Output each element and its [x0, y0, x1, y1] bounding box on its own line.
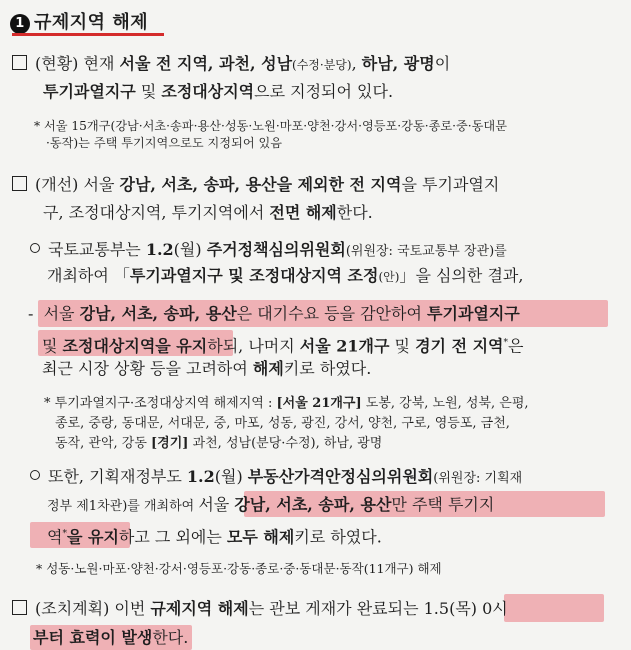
checkbox-square-icon — [12, 600, 27, 615]
improve-line-2: 구, 조정대상지역, 투기지역에서 전면 해제한다. — [43, 203, 373, 222]
note-3: * 성동·노원·마포·양천·강서·영등포·강동·종로·중·동대문·동작(11개구) 해제 — [36, 561, 442, 576]
note-1-line-2: ·동작)는 주택 투기지역으로도 지정되어 있음 — [46, 136, 283, 150]
plan-line-1: (조치계획) 이번 규제지역 해제는 관보 게재가 완료되는 1.5(목) 0시 — [12, 599, 508, 619]
improve-line-1: (개선) 서울 강남, 서초, 송파, 용산을 제외한 전 지역을 투기과열지 — [12, 175, 499, 195]
moef-line-1: 또한, 기획재정부도 1.2(월) 부동산가격안정심의위원회(위원장: 기획재 — [30, 467, 522, 489]
moef-line-2: 정부 제1차관)를 개최하여 서울 강남, 서초, 송파, 용산만 주택 투기지 — [47, 495, 495, 514]
note-2-line-3: 동작, 관악, 강동 [경기] 과천, 성남(분당·수정), 하남, 광명 — [55, 436, 383, 451]
plan-line-2: 부터 효력이 발생한다. — [33, 628, 189, 647]
status-line-1: (현황) 현재 서울 전 지역, 과천, 성남(수정·분당), 하남, 광명이 — [12, 54, 450, 75]
section-heading — [10, 8, 148, 34]
molit-line-1: 국토교통부는 1.2(월) 주거정책심의위원회(위원장: 국토교통부 장관)를 — [30, 240, 507, 262]
note-2-line-1: * 투기과열지구·조정대상지역 해제지역 : [서울 21개구] 도봉, 강북, 노원, 성북, 은평, — [44, 396, 529, 411]
result-line-2: 및 조정대상지역을 유지하되, 나머지 서울 21개구 및 경기 전 지역*은 — [42, 336, 524, 356]
highlight-5 — [504, 594, 604, 622]
circle-bullet-icon — [30, 243, 40, 253]
molit-line-2: 개최하여 「투기과열지구 및 조정대상지역 조정(안)」을 심의한 결과, — [47, 266, 524, 285]
checkbox-square-icon — [12, 55, 27, 70]
circled-number-icon: 1 — [10, 14, 30, 34]
note-1-line-1: * 서울 15개구(강남·서초·송파·용산·성동·노원·마포·양천·강서·영등포·강동·종로·중·동대문 — [34, 119, 507, 133]
section-title: 규제지역 해제 — [34, 12, 149, 33]
moef-line-3: 역*을 유지하고 그 외에는 모두 해제키로 하였다. — [47, 527, 382, 547]
circle-bullet-icon — [30, 470, 40, 480]
note-2-line-2: 종로, 중랑, 동대문, 서대문, 중, 마포, 성동, 광진, 강서, 양천, 구로, 영등포, 금천, — [55, 416, 510, 431]
checkbox-square-icon — [12, 176, 27, 191]
result-line-3: 최근 시장 상황 등을 고려하여 해제키로 하였다. — [42, 359, 372, 378]
result-line-1: - 서울 강남, 서초, 송파, 용산은 대기수요 등을 감안하여 투기과열지구 — [28, 304, 520, 323]
status-line-2: 투기과열지구 및 조정대상지역으로 지정되어 있다. — [43, 82, 394, 101]
title-underline — [12, 33, 164, 36]
